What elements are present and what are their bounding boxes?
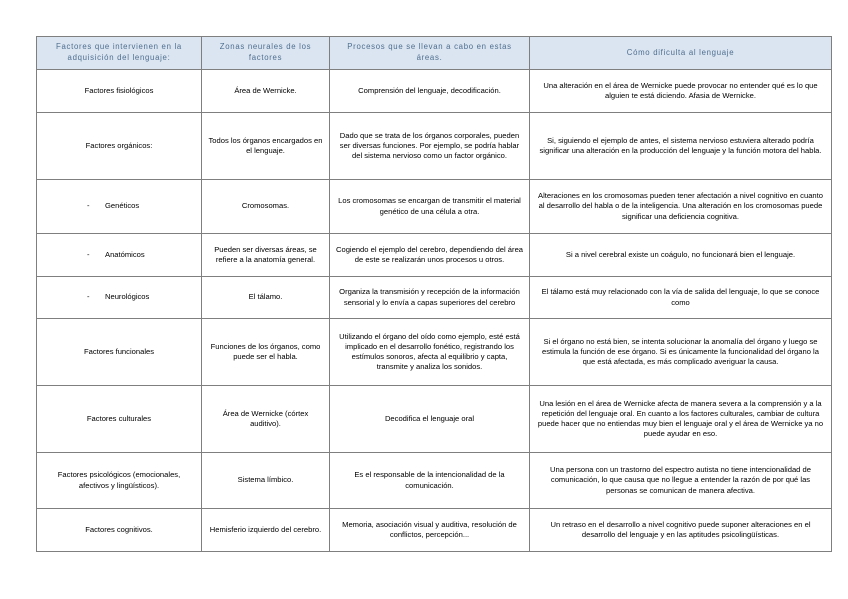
- table-row: [37, 453, 832, 509]
- table-header-row: [37, 37, 832, 70]
- table-row: [37, 509, 832, 552]
- header-dificulta: Cómo dificulta al lenguaje: [530, 37, 832, 70]
- cell-dificultad: Una persona con un trastorno del espectro autista no tiene intencionalidad de comunicación, lo que causa que no llegue a entender la razón de por qué las personas se comunican de manera afectiva.: [530, 453, 832, 509]
- cell-proceso: Utilizando el órgano del oído como ejemplo, esté está implicado en el desarrollo fonético, registrando los estímulos sonoros, afecta al equilibrio y capta, transmite y analiza los sonidos.: [330, 319, 530, 386]
- table-row: [37, 70, 832, 113]
- cell-factor: [37, 277, 202, 319]
- cell-proceso: Los cromosomas se encargan de transmitir el material genético de una célula a otra.: [330, 180, 530, 234]
- cell-factor: [37, 180, 202, 234]
- cell-zona: Cromosomas.: [202, 180, 330, 234]
- table-row: [37, 113, 832, 180]
- cell-factor: Factores cognitivos.: [37, 509, 202, 552]
- cell-proceso: Comprensión del lenguaje, decodificación.: [330, 70, 530, 113]
- cell-factor: Factores funcionales: [37, 319, 202, 386]
- list-dash: -: [87, 201, 90, 211]
- cell-dificultad: Una lesión en el área de Wernicke afecta de manera severa a la comprensión y a la repetición del lenguaje oral. En cuanto a los factores culturales, cambiar de cultura puede hacer que no entiendas muy bien el lenguaje oral y el área de Wernicke ya no puede ayudar en eso.: [530, 386, 832, 453]
- cell-zona: Todos los órganos encargados en el lenguaje.: [202, 113, 330, 180]
- cell-proceso: Decodifica el lenguaje oral: [330, 386, 530, 453]
- cell-dificultad: El tálamo está muy relacionado con la vía de salida del lenguaje, lo que se conoce como: [530, 277, 832, 319]
- cell-zona: Pueden ser diversas áreas, se refiere a la anatomía general.: [202, 234, 330, 277]
- cell-factor: Factores orgánicos:: [37, 113, 202, 180]
- table-row: [37, 277, 832, 319]
- table-row: [37, 234, 832, 277]
- cell-zona: Sistema límbico.: [202, 453, 330, 509]
- cell-proceso: Organiza la transmisión y recepción de la información sensorial y lo envía a capas superiores del cerebro: [330, 277, 530, 319]
- cell-factor: Factores fisiológicos: [37, 70, 202, 113]
- cell-zona: El tálamo.: [202, 277, 330, 319]
- cell-factor-label: Anatómicos: [105, 249, 145, 259]
- cell-zona: Área de Wernicke.: [202, 70, 330, 113]
- cell-proceso: Es el responsable de la intencionalidad de la comunicación.: [330, 453, 530, 509]
- cell-factor-label: Genéticos: [105, 201, 140, 211]
- cell-dificultad: Una alteración en el área de Wernicke puede provocar no entender qué es lo que alguien te está diciendo. Afasia de Wernicke.: [530, 70, 832, 113]
- table-row: [37, 386, 832, 453]
- list-dash: -: [87, 249, 90, 259]
- cell-dificultad: Si a nivel cerebral existe un coágulo, no funcionará bien el lenguaje.: [530, 234, 832, 277]
- cell-proceso: Cogiendo el ejemplo del cerebro, dependiendo del área de este se realizarán unos procesos u otros.: [330, 234, 530, 277]
- header-procesos: Procesos que se llevan a cabo en estas áreas.: [330, 37, 530, 70]
- cell-factor: Factores psicológicos (emocionales, afectivos y lingüísticos).: [37, 453, 202, 509]
- list-dash: -: [87, 292, 90, 302]
- cell-factor: Factores culturales: [37, 386, 202, 453]
- header-zonas: Zonas neurales de los factores: [202, 37, 330, 70]
- cell-proceso: Memoria, asociación visual y auditiva, resolución de conflictos, percepción...: [330, 509, 530, 552]
- cell-dificultad: Un retraso en el desarrollo a nivel cognitivo puede suponer alteraciones en el desarrollo del lenguaje y en las aptitudes psicolingüísticas.: [530, 509, 832, 552]
- cell-zona: Funciones de los órganos, como puede ser el habla.: [202, 319, 330, 386]
- table-row: [37, 180, 832, 234]
- cell-zona: Área de Wernicke (córtex auditivo).: [202, 386, 330, 453]
- cell-proceso: Dado que se trata de los órganos corporales, pueden ser diversas funciones. Por ejemplo, se podría hablar del sistema nervioso como un factor orgánico.: [330, 113, 530, 180]
- table-row: [37, 319, 832, 386]
- factors-table: [36, 36, 832, 552]
- cell-factor-label: Neurológicos: [105, 292, 150, 302]
- cell-factor: [37, 234, 202, 277]
- cell-dificultad: Si el órgano no está bien, se intenta solucionar la anomalía del órgano y luego se estimula la función de ese órgano. Si es únicamente la funcionalidad del órgano la que está afectada, es más complicado averiguar la causa.: [530, 319, 832, 386]
- cell-dificultad: Alteraciones en los cromosomas pueden tener afectación a nivel cognitivo en cuanto al desarrollo del habla o de la inteligencia. Una alteración en los cromosomas puede significar una deficiencia cognitiva.: [530, 180, 832, 234]
- header-factores: Factores que intervienen en la adquisición del lenguaje:: [37, 37, 202, 70]
- cell-zona: Hemisferio izquierdo del cerebro.: [202, 509, 330, 552]
- cell-dificultad: Si, siguiendo el ejemplo de antes, el sistema nervioso estuviera alterado podría significar una alteración en la producción del lenguaje y la función motora del habla.: [530, 113, 832, 180]
